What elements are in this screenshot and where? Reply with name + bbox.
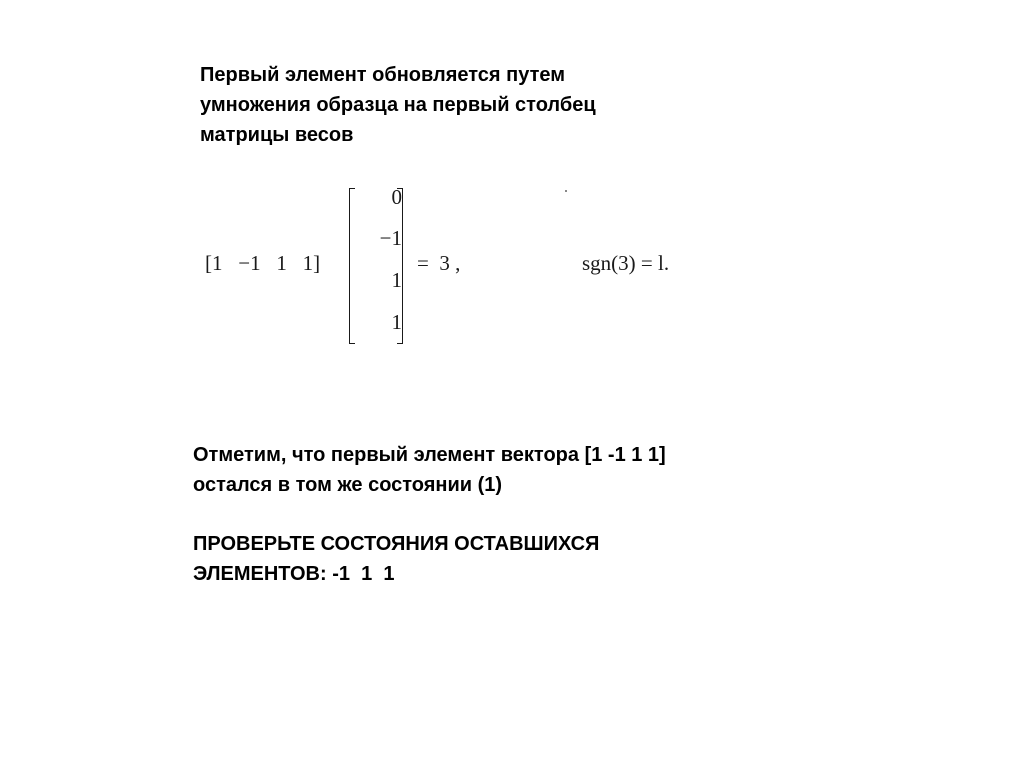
row-vector: [1 −1 1 1] [205, 251, 321, 275]
task-line-2: ЭЛЕМЕНТОВ: -1 1 1 [193, 563, 395, 585]
intro-line-3: матрицы весов [200, 124, 354, 146]
column-vector-entry-3: 1 [391, 268, 402, 292]
note-line-1: Отметим, что первый элемент вектора [1 -1 1 1] [193, 444, 666, 466]
intro-line-2: умножения образца на первый столбец [200, 94, 596, 116]
column-vector-entry-2: −1 [379, 226, 402, 250]
intro-line-1: Первый элемент обновляется путем [200, 64, 566, 86]
column-vector-entry-4: 1 [391, 310, 402, 334]
note-line-2: остался в том же состоянии (1) [193, 474, 503, 496]
intro-paragraph [200, 60, 596, 150]
task-paragraph [193, 529, 599, 589]
right-matrix-bracket [397, 188, 403, 344]
sign-result: sgn(3) = l. [582, 251, 670, 275]
scan-speck [565, 190, 567, 192]
task-line-1: ПРОВЕРЬТЕ СОСТОЯНИЯ ОСТАВШИХСЯ [193, 533, 600, 555]
note-paragraph [193, 440, 666, 500]
left-matrix-bracket [349, 188, 355, 344]
equals-result: = 3 , [417, 251, 461, 275]
column-vector-entry-1: 0 [391, 185, 402, 209]
